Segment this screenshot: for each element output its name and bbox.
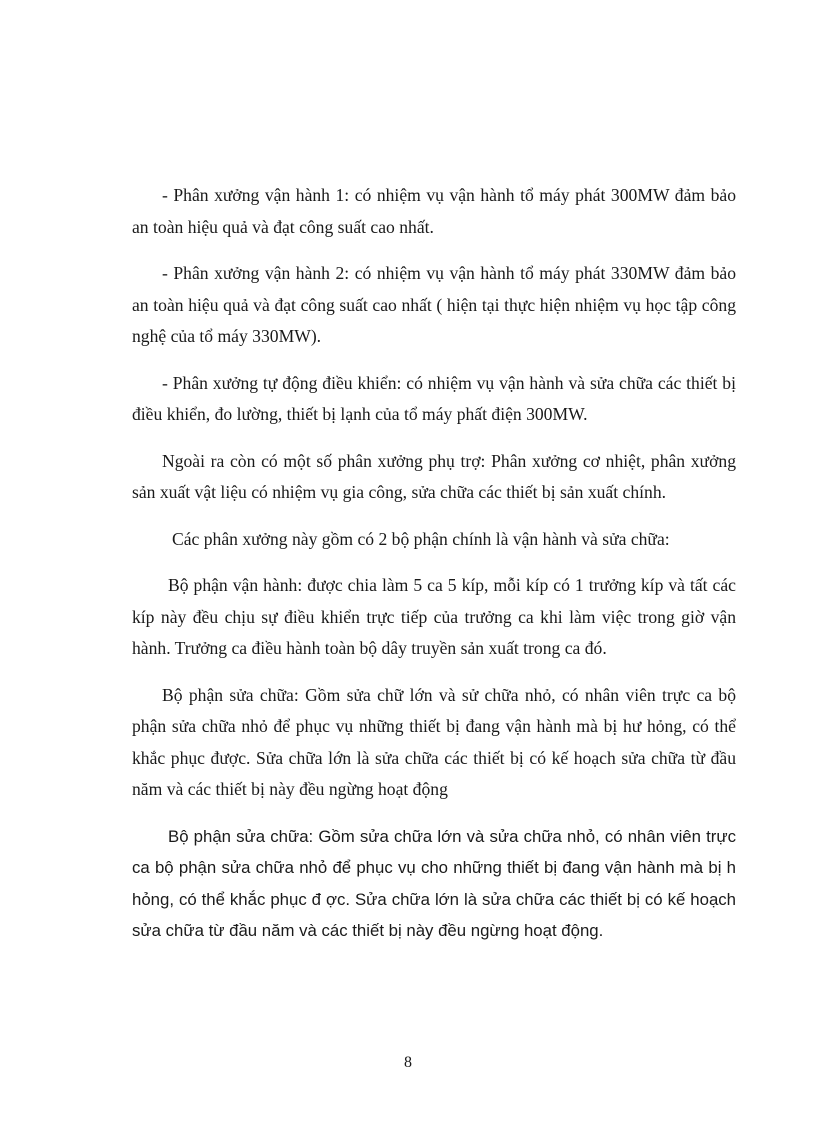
paragraph-workshop-operation-1: - Phân xưởng vận hành 1: có nhiệm vụ vận hành tổ máy phát 300MW đảm bảo an toàn hiệu quả và đạt công suất cao nhất. — [132, 185, 736, 237]
paragraph-workshop-operation-2: - Phân xưởng vận hành 2: có nhiệm vụ vận hành tổ máy phát 330MW đảm bảo an toàn hiệu quả và đạt công suất cao nhất ( hiện tại thực hiện nhiệm vụ học tập công nghệ của tổ máy 330MW). — [132, 263, 736, 346]
paragraph-repair-department-duplicate: Bộ phận sửa chữa: Gồm sửa chữa lớn và sửa chữa nhỏ, có nhân viên trực ca bộ phận sửa chữa nhỏ để phục vụ cho những thiết bị đang vận hành mà bị h hỏng, có thể khắc phục đ ợc. Sửa chữa lớn là sửa chữa các thiết bị có kế hoạch sửa chữa từ đầu năm và các thiết bị này đều ngừng hoạt động. — [132, 826, 736, 940]
page-number: 8 — [404, 1054, 412, 1071]
paragraph-repair-department: Bộ phận sửa chữa: Gồm sửa chữ lớn và sử chữa nhỏ, có nhân viên trực ca bộ phận sửa chữa nhỏ để phục vụ những thiết bị đang vận hành mà bị hư hỏng, có thể khắc phục được. Sửa chữa lớn là sửa chữa các thiết bị có kế hoạch sửa chữa từ đầu năm và các thiết bị này đều ngừng hoạt động — [132, 684, 736, 799]
paragraph-two-departments: Các phân xưởng này gồm có 2 bộ phận chính là vận hành và sửa chữa: — [172, 528, 670, 549]
paragraph-operation-department: Bộ phận vận hành: được chia làm 5 ca 5 kíp, mỗi kíp có 1 trưởng kíp và tất các kíp này đều chịu sự điều khiển trực tiếp của trưởng ca khi làm việc trong giờ vận hành. Trưởng ca điều hành toàn bộ dây truyền sản xuất trong ca đó. — [132, 575, 736, 658]
paragraph-workshop-automation: - Phân xưởng tự động điều khiển: có nhiệm vụ vận hành và sửa chữa các thiết bị điều khiển, đo lường, thiết bị lạnh của tổ máy phất điện 300MW. — [132, 372, 736, 424]
body-text — [132, 180, 736, 962]
paragraph-auxiliary-workshops: Ngoài ra còn có một số phân xưởng phụ trợ: Phân xưởng cơ nhiệt, phân xưởng sản xuất vật liệu có nhiệm vụ gia công, sửa chữa các thiết bị sản xuất chính. — [132, 450, 736, 502]
